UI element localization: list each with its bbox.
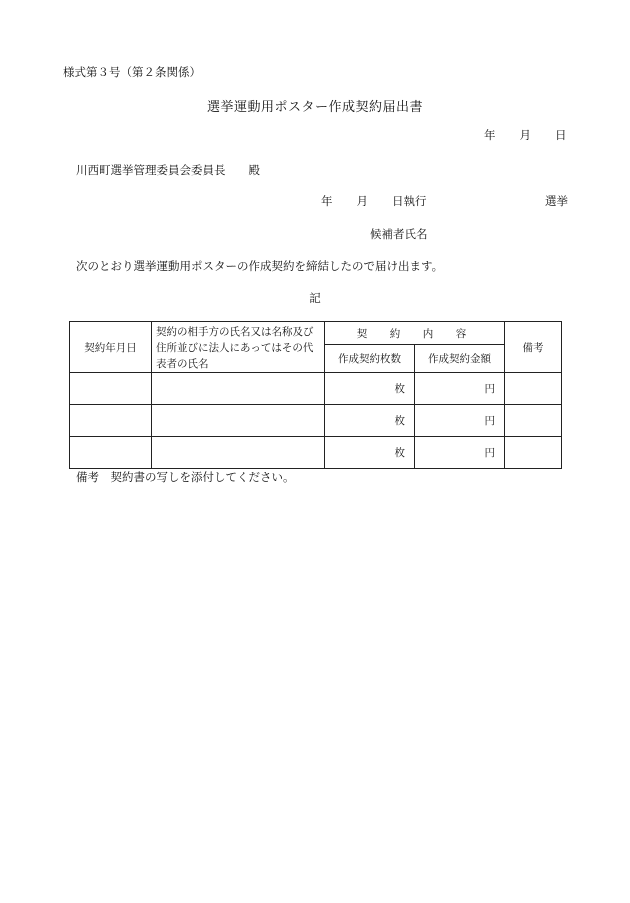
header-amount: 作成契約金額 <box>415 345 505 373</box>
partner-cell <box>152 437 325 469</box>
body-text: 次のとおり選挙運動用ポスターの作成契約を締結したので届け出ます。 <box>76 259 444 273</box>
year-label: 年 <box>484 128 496 142</box>
header-partner: 契約の相手方の氏名又は名称及び住所並びに法人にあってはその代表者の氏名 <box>152 322 325 373</box>
day-label: 日 <box>555 128 567 142</box>
contract-date-cell <box>70 373 152 405</box>
addressee: 川西町選挙管理委員会委員長 殿 <box>76 163 260 177</box>
remarks-cell <box>505 437 562 469</box>
partner-cell <box>152 405 325 437</box>
remarks-cell <box>505 373 562 405</box>
exec-day-label: 日執行 <box>392 194 427 208</box>
table-row <box>70 373 562 405</box>
exec-month-label: 月 <box>356 194 368 208</box>
submission-date <box>484 127 567 143</box>
quantity-cell: 枚 <box>325 405 415 437</box>
quantity-cell: 枚 <box>325 373 415 405</box>
amount-cell: 円 <box>415 405 505 437</box>
amount-cell: 円 <box>415 373 505 405</box>
contract-date-cell <box>70 437 152 469</box>
election-label: 選挙 <box>545 194 568 208</box>
remarks-cell <box>505 405 562 437</box>
header-contract-content: 契 約 内 容 <box>325 322 505 345</box>
document-title: 選挙運動用ポスター作成契約届出書 <box>206 100 423 115</box>
header-contract-date: 契約年月日 <box>70 322 152 373</box>
attachment-note: 備考 契約書の写しを添付してください。 <box>76 470 295 484</box>
table-row <box>70 437 562 469</box>
contract-table <box>69 321 562 469</box>
ki-heading: 記 <box>309 291 321 305</box>
exec-year-label: 年 <box>321 194 333 208</box>
candidate-name-label: 候補者氏名 <box>370 227 428 241</box>
partner-cell <box>152 373 325 405</box>
form-number: 様式第３号（第２条関係） <box>63 65 201 79</box>
amount-cell: 円 <box>415 437 505 469</box>
month-label: 月 <box>519 128 531 142</box>
header-quantity: 作成契約枚数 <box>325 345 415 373</box>
header-remarks: 備考 <box>505 322 562 373</box>
election-execution-date <box>321 193 427 209</box>
quantity-cell: 枚 <box>325 437 415 469</box>
table-row <box>70 405 562 437</box>
contract-date-cell <box>70 405 152 437</box>
